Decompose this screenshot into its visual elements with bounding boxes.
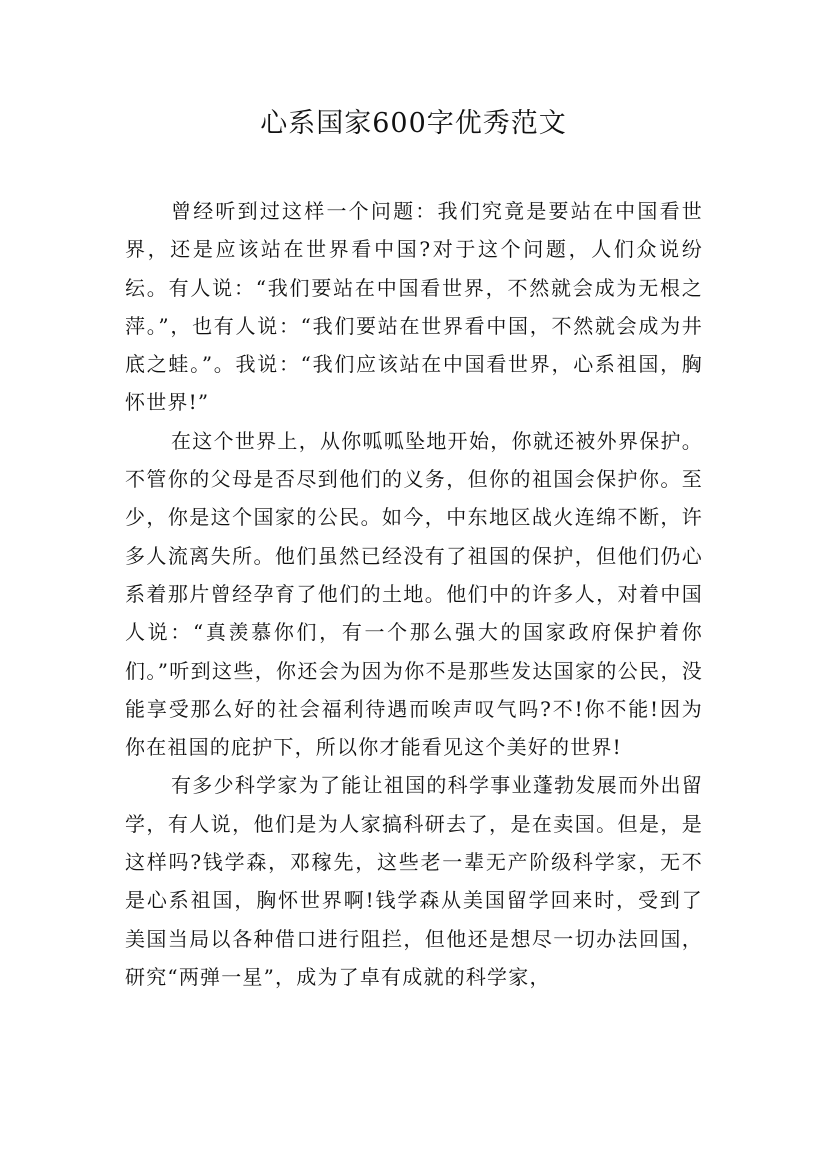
document-body <box>125 192 703 996</box>
paragraph-2: 在这个世界上，从你呱呱坠地开始，你就还被外界保护。不管你的父母是否尽到他们的义务，但你的祖国会保护你。至少，你是这个国家的公民。如今，中东地区战火连绵不断，许多人流离失所。他们虽然已经没有了祖国的保护，但他们仍心系着那片曾经孕育了他们的土地。他们中的许多人，对着中国人说：“真羡慕你们，有一个那么强大的国家政府保护着你们。”听到这些，你还会为因为你不是那些发达国家的公民，没能享受那么好的社会福利待遇而唉声叹气吗?不!你不能!因为你在祖国的庇护下，所以你才能看见这个美好的世界! <box>125 428 703 760</box>
document-title: 心系国家600字优秀范文 <box>260 108 567 139</box>
paragraph-3: 有多少科学家为了能让祖国的科学事业蓬勃发展而外出留学，有人说，他们是为人家搞科研去了，是在卖国。但是，是这样吗?钱学森，邓稼先，这些老一辈无产阶级科学家，无不是心系祖国，胸怀世界啊!钱学森从美国留学回来时，受到了美国当局以各种借口进行阻拦，但他还是想尽一切办法回国，研究“两弹一星”，成为了卓有成就的科学家， <box>125 773 703 989</box>
paragraph-1: 曾经听到过这样一个问题：我们究竟是要站在中国看世界，还是应该站在世界看中国?对于这个问题，人们众说纷纭。有人说：“我们要站在中国看世界，不然就会成为无根之萍。”，也有人说：“我们要站在世界看中国，不然就会成为井底之蛙。”。我说：“我们应该站在中国看世界，心系祖国，胸怀世界!” <box>125 199 703 415</box>
